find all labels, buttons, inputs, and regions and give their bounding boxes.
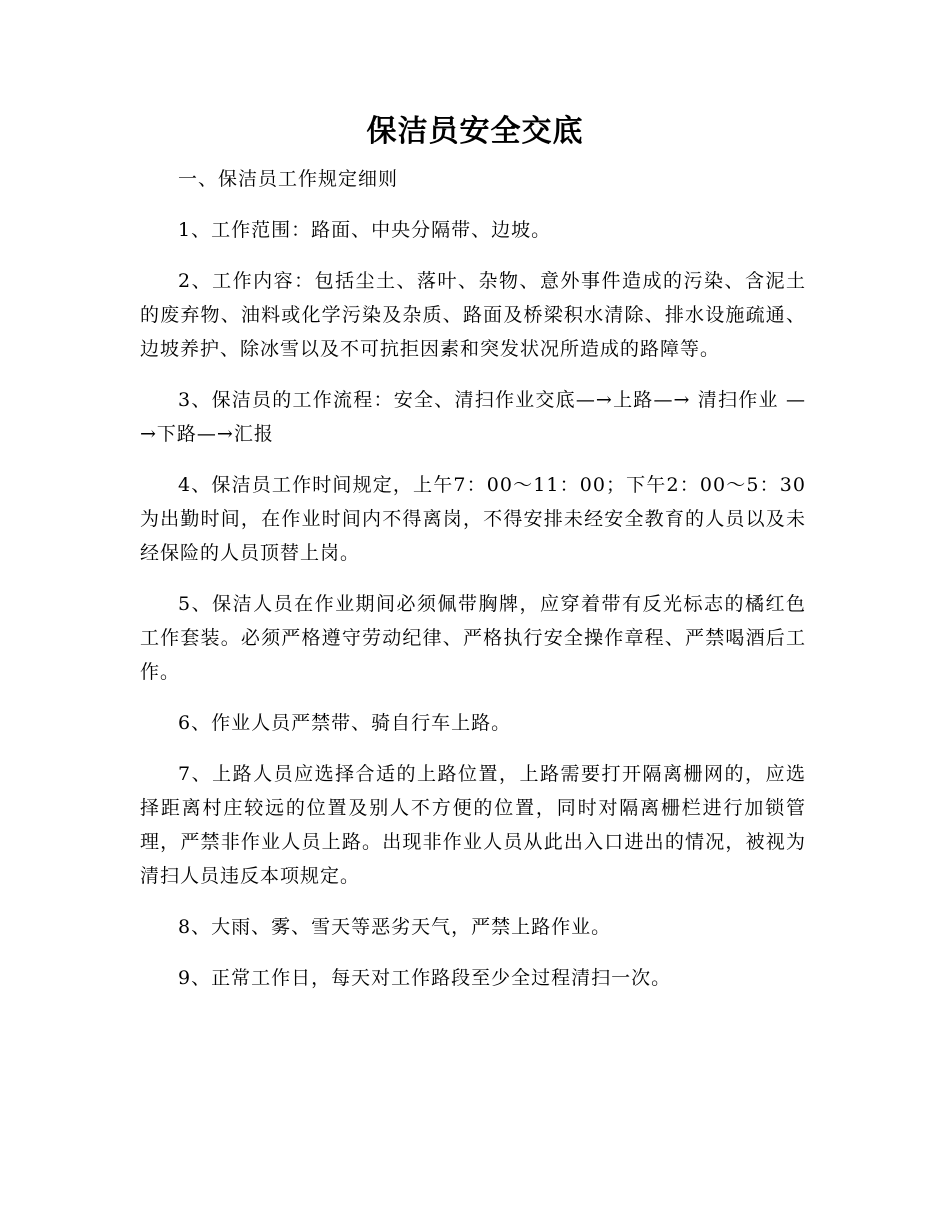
paragraph-work-process: 3、保洁员的工作流程：安全、清扫作业交底—→上路—→ 清扫作业 —→下路—→汇报: [140, 389, 806, 445]
document-title: 保洁员安全交底: [366, 114, 584, 149]
paragraph-road-access: 7、上路人员应选择合适的上路位置，上路需要打开隔离栅网的，应选择距离村庄较远的位置及别人不方便的位置，同时对隔离栅栏进行加锁管理，严禁非作业人员上路。出现非作业人员从此出入口进出的情况，被视为清扫人员违反本项规定。: [140, 763, 806, 887]
section-heading: 一、保洁员工作规定细则: [178, 168, 399, 190]
paragraph-daily-cleaning: 9、正常工作日，每天对工作路段至少全过程清扫一次。: [178, 967, 672, 989]
paragraph-bicycle-ban: 6、作业人员严禁带、骑自行车上路。: [178, 712, 512, 734]
paragraph-uniform-discipline: 5、保洁人员在作业期间必须佩带胸牌，应穿着带有反光标志的橘红色工作套装。必须严格遵守劳动纪律、严格执行安全操作章程、严禁喝酒后工作。: [140, 593, 806, 683]
paragraph-bad-weather: 8、大雨、雾、雪天等恶劣天气，严禁上路作业。: [178, 916, 612, 938]
paragraph-work-content: 2、工作内容：包括尘土、落叶、杂物、意外事件造成的污染、含泥土的废弃物、油料或化学污染及杂质、路面及桥梁积水清除、排水设施疏通、边坡养护、除冰雪以及不可抗拒因素和突发状况所造成的路障等。: [140, 270, 806, 360]
document-body: [140, 162, 806, 1012]
paragraph-work-scope: 1、工作范围：路面、中央分隔带、边坡。: [178, 219, 552, 241]
paragraph-work-hours: 4、保洁员工作时间规定，上午7：00～11：00；下午2：00～5：30为出勤时间，在作业时间内不得离岗，不得安排未经安全教育的人员以及未经保险的人员顶替上岗。: [140, 474, 806, 564]
